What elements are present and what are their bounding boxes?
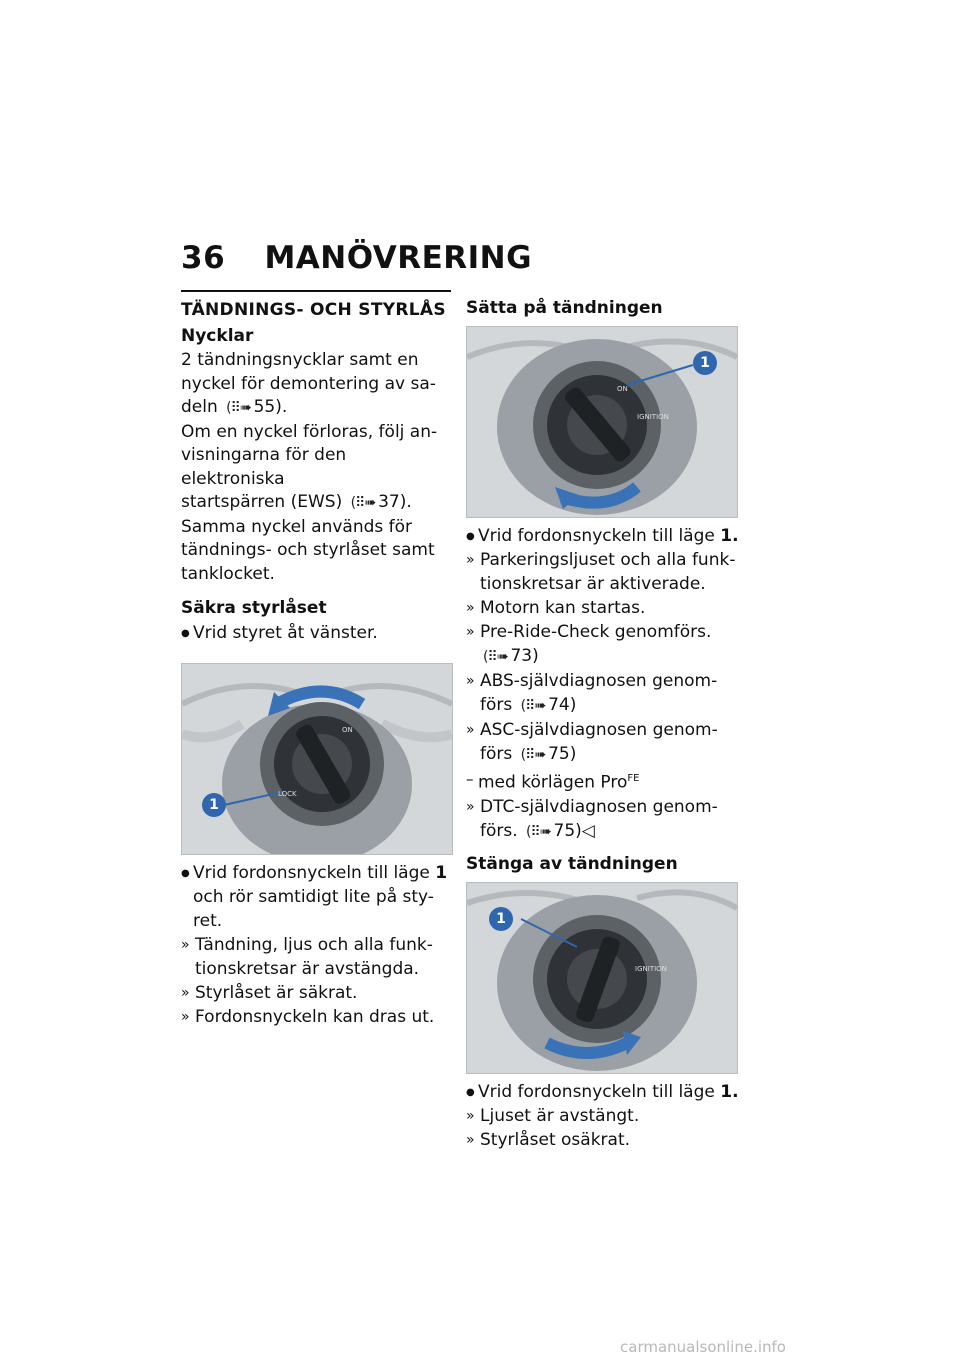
result-arrow-icon: » xyxy=(181,937,190,953)
xref-arrow-icon: (⠿➠ xyxy=(226,400,251,416)
result-arrow-icon: » xyxy=(466,552,475,568)
bullet-icon: ● xyxy=(181,868,190,879)
keys-paragraph-1: 2 tändningsnycklar samt en nyckel för demontering av sa- deln (⠿➠ 55). xyxy=(181,350,436,417)
list-item: » ASC-självdiagnosen genom- förs (⠿➠ 75) xyxy=(466,720,718,764)
callout-1: 1 xyxy=(489,907,513,931)
result-arrow-icon: » xyxy=(181,985,190,1001)
result-arrow-icon: » xyxy=(181,1009,190,1025)
page-ref[interactable]: 55). xyxy=(253,397,288,417)
list-item: » Pre-Ride-Check genomförs. (⠿➠ 73) xyxy=(466,622,712,666)
svg-text:LOCK: LOCK xyxy=(278,790,297,798)
result-arrow-icon: » xyxy=(466,798,475,815)
xref-arrow-icon: (⠿➠ xyxy=(350,495,376,511)
keys-heading: Nycklar xyxy=(181,326,254,346)
on-heading: Sätta på tändningen xyxy=(466,298,663,318)
list-item: » ABS-självdiagnosen genom- förs (⠿➠ 74) xyxy=(466,671,718,715)
list-item: ● Vrid fordonsnyckeln till läge 1 och rör samtidigt lite på sty- ret. xyxy=(181,863,448,931)
result-arrow-icon: » xyxy=(466,673,475,689)
list-item: ● Vrid fordonsnyckeln till läge 1. xyxy=(466,524,746,548)
chapter-title: MANÖVRERING xyxy=(264,240,533,276)
page-ref[interactable]: 74) xyxy=(548,695,577,715)
list-item: » Ljuset är avstängt. xyxy=(466,1105,640,1126)
bullet-icon: ● xyxy=(181,628,190,639)
ignition-lock-illustration xyxy=(182,664,452,854)
list-item: » DTC-självdiagnosen genom- förs. (⠿➠ 75)◁ xyxy=(466,796,718,841)
list-item: ● Vrid fordonsnyckeln till läge 1. xyxy=(466,1080,746,1104)
list-item: » Styrlåset osäkrat. xyxy=(466,1129,631,1150)
list-item: » Styrlåset är säkrat. xyxy=(181,983,358,1003)
result-arrow-icon: » xyxy=(466,600,475,616)
page-ref[interactable]: 73) xyxy=(510,646,539,666)
section-title: TÄNDNINGS- OCH STYRLÅS xyxy=(181,300,446,320)
page-ref[interactable]: 75)◁ xyxy=(553,820,595,841)
list-item: » Motorn kan startas. xyxy=(466,598,646,618)
bullet-icon: ● xyxy=(466,1086,475,1098)
list-item: » Parkeringsljuset och alla funk- tionskretsar är aktiverade. xyxy=(466,550,736,594)
page-ref[interactable]: 37). xyxy=(378,492,412,512)
callout-1: 1 xyxy=(202,793,226,817)
optional-equipment-note: – med körlägen Pro$^{FE}$ xyxy=(466,767,746,795)
svg-text:ON: ON xyxy=(342,726,353,734)
list-item: » Tändning, ljus och alla funk- tionskretsar är avstängda. xyxy=(181,935,433,979)
lock-heading: Säkra styrlåset xyxy=(181,598,327,618)
result-arrow-icon: » xyxy=(466,722,475,738)
ignition-lock-figure-1 xyxy=(181,663,453,855)
left-column xyxy=(181,290,451,1029)
ignition-lock-figure-2 xyxy=(466,326,738,518)
xref-arrow-icon: (⠿➠ xyxy=(520,747,546,763)
ignition-lock-figure-3 xyxy=(466,882,738,1074)
result-arrow-icon: » xyxy=(466,1131,475,1148)
right-column xyxy=(466,290,746,1152)
svg-text:IGNITION: IGNITION xyxy=(635,964,667,973)
list-item: ● Vrid styret åt vänster. xyxy=(181,621,451,645)
svg-text:IGNITION: IGNITION xyxy=(637,413,669,421)
bullet-icon: ● xyxy=(466,531,475,542)
svg-text:ON: ON xyxy=(617,385,628,393)
off-heading: Stänga av tändningen xyxy=(466,853,678,874)
keys-paragraph-3: Samma nyckel används för tändnings- och styrlåset samt tanklocket. xyxy=(181,516,435,584)
result-arrow-icon: » xyxy=(466,1107,475,1124)
xref-arrow-icon: (⠿➠ xyxy=(526,823,551,840)
xref-arrow-icon: (⠿➠ xyxy=(483,649,508,665)
callout-1: 1 xyxy=(693,351,717,375)
page-number: 36 xyxy=(181,240,226,276)
result-arrow-icon: » xyxy=(466,624,475,640)
list-item: » Fordonsnyckeln kan dras ut. xyxy=(181,1007,435,1027)
keys-paragraph-2: Om en nyckel förloras, följ an- visningarna för den elektroniska startspärren (EWS) (⠿➠ 37). xyxy=(181,421,438,512)
watermark: carmanualsonline.info xyxy=(620,1338,786,1356)
page-ref[interactable]: 75) xyxy=(548,744,577,764)
page-header xyxy=(181,240,532,276)
dash-icon: – xyxy=(466,770,474,788)
xref-arrow-icon: (⠿➠ xyxy=(520,698,546,714)
